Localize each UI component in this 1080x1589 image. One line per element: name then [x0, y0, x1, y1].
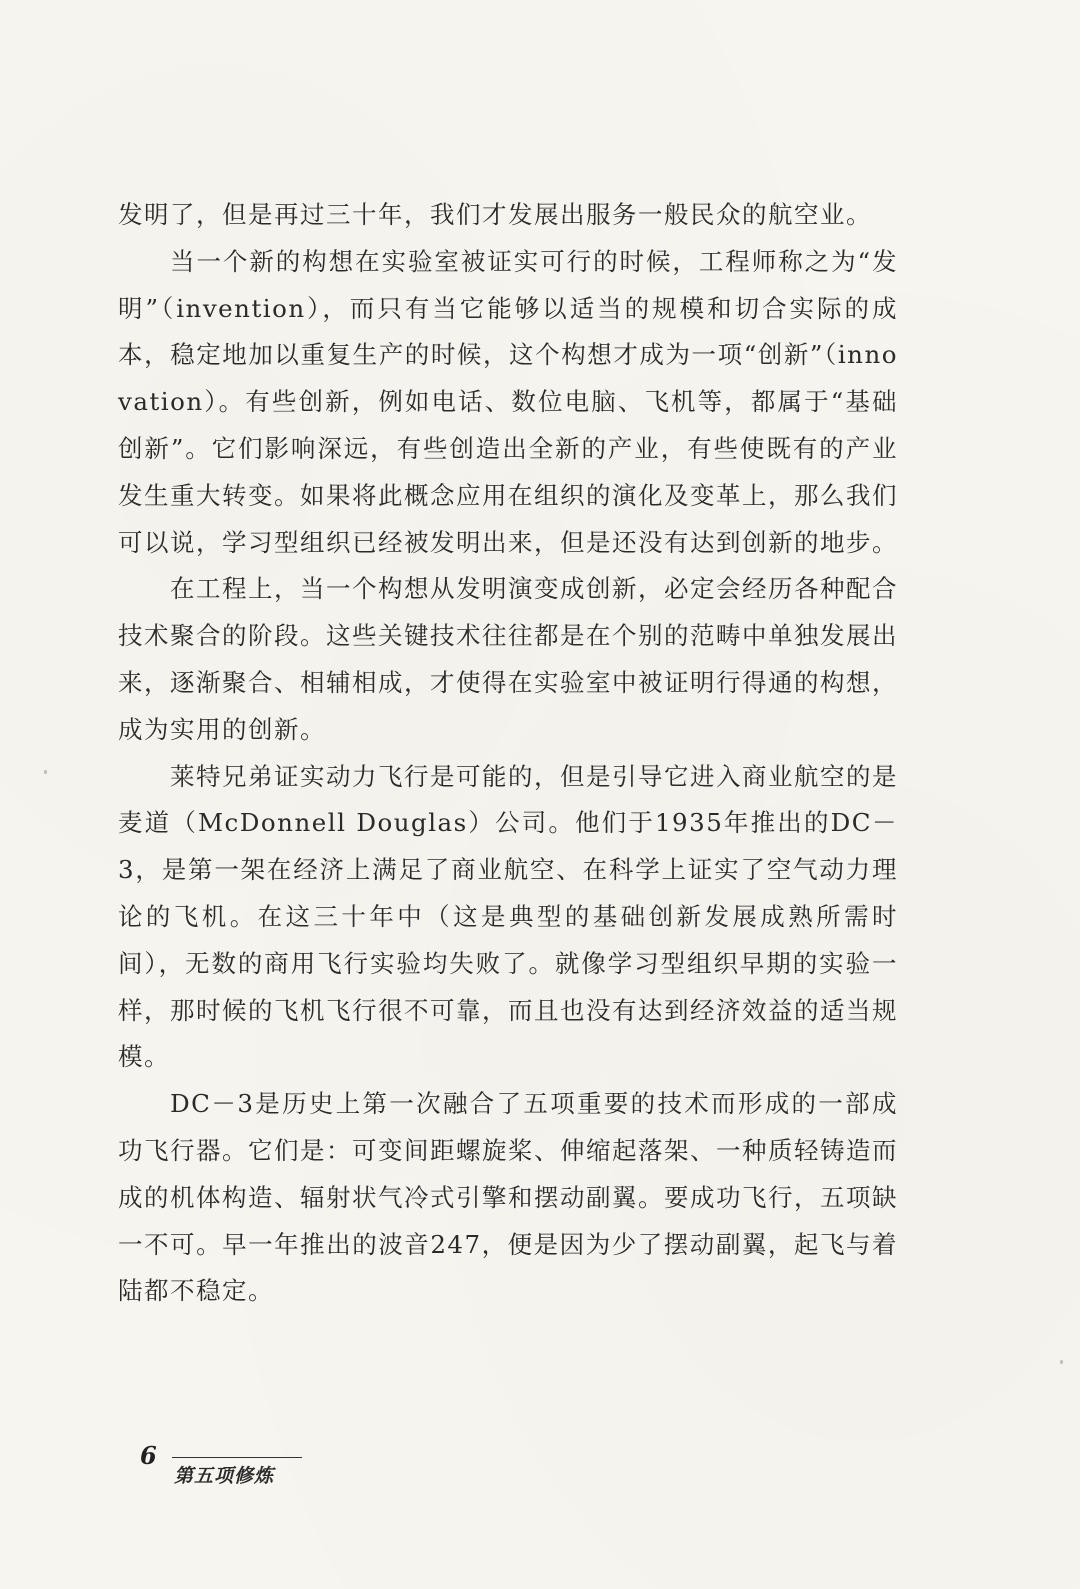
paper-speck — [44, 770, 47, 774]
paragraph-wright-brothers: 莱特兄弟证实动力飞行是可能的，但是引导它进入商业航空的是麦道（McDonnell Douglas）公司。他们于1935年推出的DC－3，是第一架在经济上满足了商业航空、在科学上证实了空气动力理论的飞机。在这三十年中（这是典型的基础创新发展成熟所需时间），无数的商用飞行实验均失败了。就像学习型组织早期的实验一样，那时候的飞机飞行很不可靠，而且也没有达到经济效益的适当规模。 — [118, 761, 898, 1072]
paper-speck — [1060, 1360, 1063, 1364]
paragraph-engineering: 在工程上，当一个构想从发明演变成创新，必定会经历各种配合技术聚合的阶段。这些关键技术往往都是在个别的范畴中单独发展出来，逐渐聚合、相辅相成，才使得在实验室中被证明行得通的构想，成为实用的创新。 — [118, 574, 898, 744]
paragraph-continuation: 发明了，但是再过三十年，我们才发展出服务一般民众的航空业。 — [118, 200, 872, 229]
footer-rule — [172, 1457, 302, 1458]
running-title: 第五项修炼 — [174, 1465, 275, 1487]
body-text — [118, 192, 898, 1315]
page-number: 6 — [140, 1441, 157, 1470]
paragraph-invention-innovation: 当一个新的构想在实验室被证实可行的时候，工程师称之为“发明”（invention），而只有当它能够以适当的规模和切合实际的成本，稳定地加以重复生产的时候，这个构想才成为一项“创新”（innovation）。有些创新，例如电话、数位电脑、飞机等，都属于“基础创新”。它们影响深远，有些创造出全新的产业，有些使既有的产业发生重大转变。如果将此概念应用在组织的演化及变革上，那么我们可以说，学习型组织已经被发明出来，但是还没有达到创新的地步。 — [118, 246, 898, 557]
paragraph-dc3: DC－3是历史上第一次融合了五项重要的技术而形成的一部成功飞行器。它们是：可变间距螺旋桨、伸缩起落架、一种质轻铸造而成的机体构造、辐射状气冷式引擎和摆动副翼。要成功飞行，五项缺一不可。早一年推出的波音247，便是因为少了摆动副翼，起飞与着陆都不稳定。 — [118, 1089, 898, 1306]
